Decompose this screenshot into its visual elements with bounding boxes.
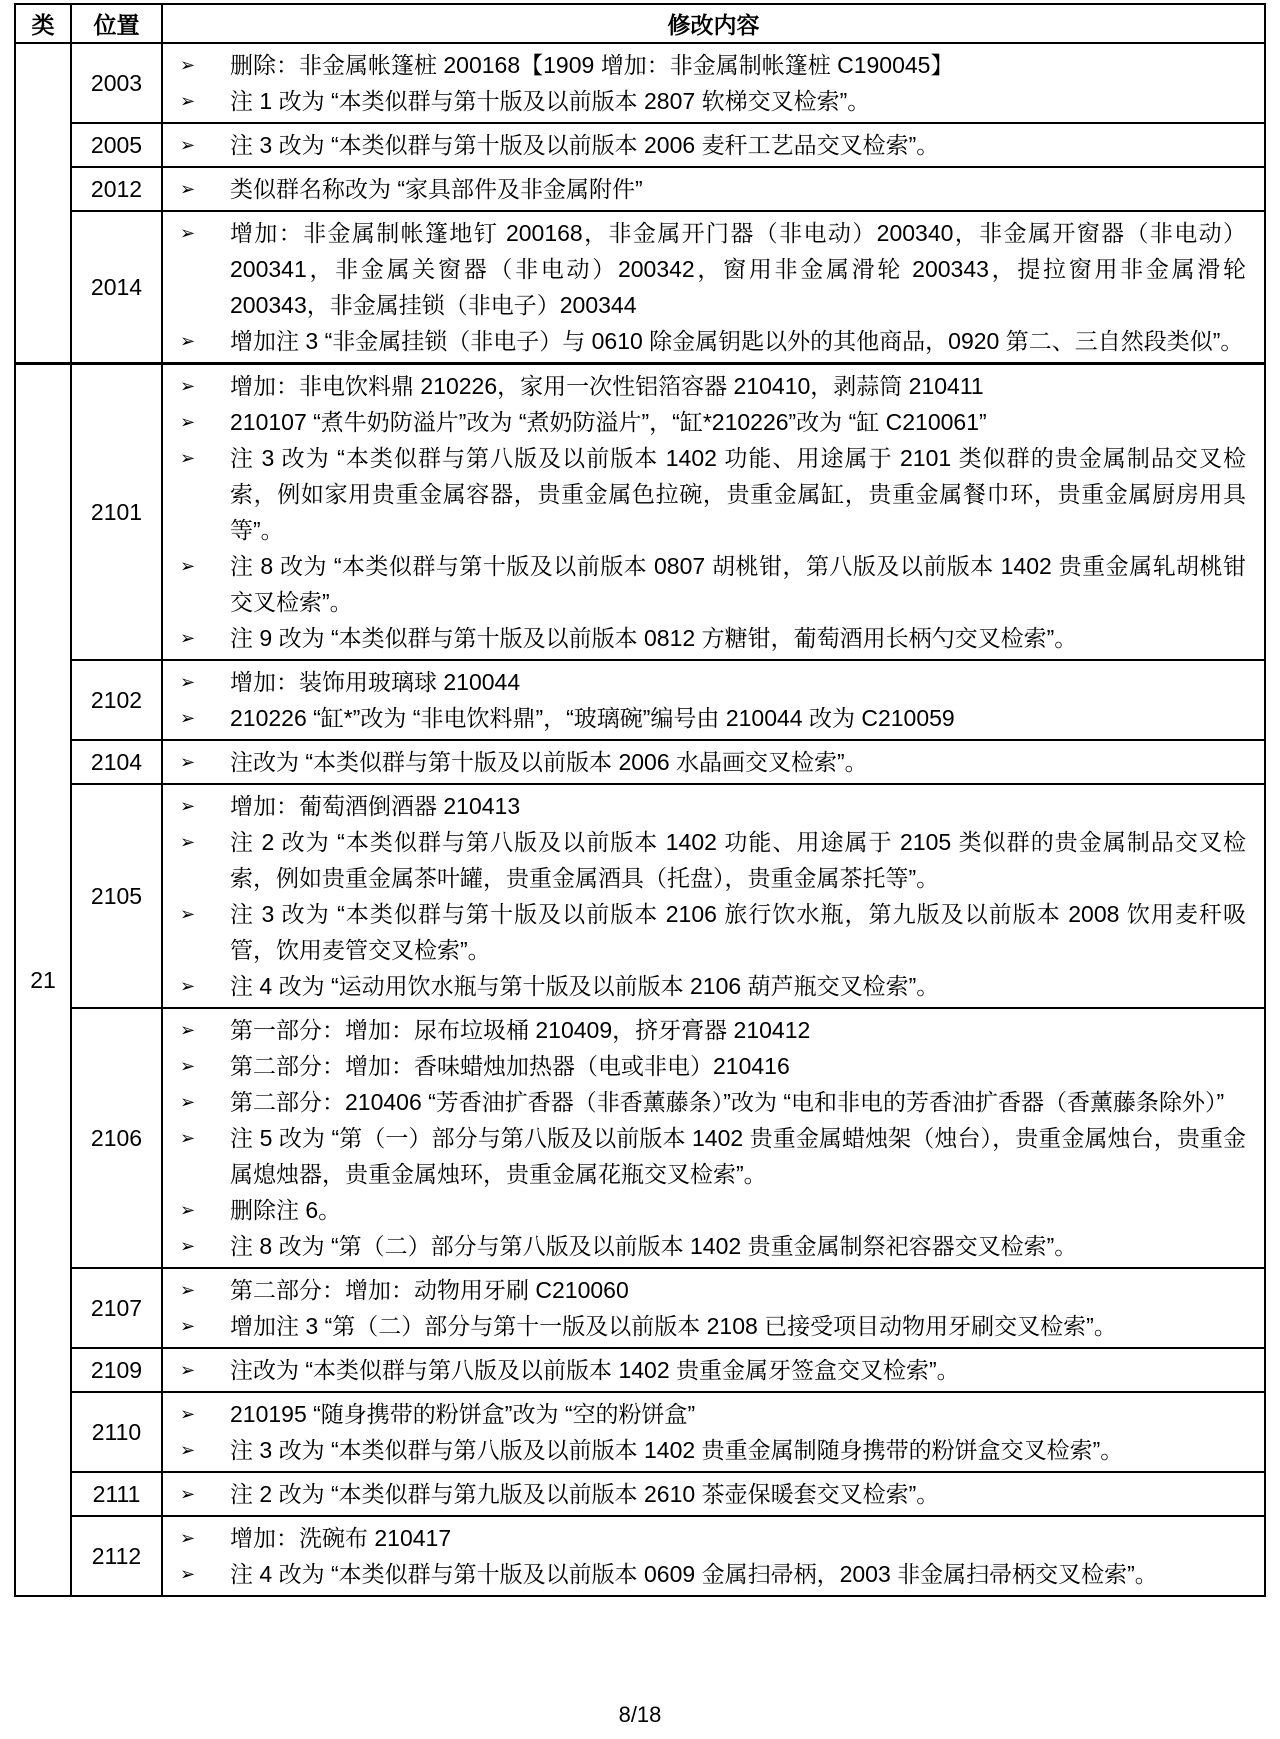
position-cell: 2107 [71, 1268, 162, 1348]
arrow-bullet-icon: ➢ [180, 135, 196, 155]
table-row [15, 1348, 1265, 1392]
table-row [15, 1268, 1265, 1348]
modification-item-text: 注 8 改为 “本类似群与第十版及以前版本 0807 胡桃钳，第八版及以前版本 1402 贵重金属轧胡桃钳交叉检索”。 [230, 553, 1246, 615]
position-cell: 2106 [71, 1008, 162, 1268]
arrow-bullet-icon: ➢ [180, 1316, 196, 1336]
table-body [15, 43, 1265, 1596]
arrow-bullet-icon: ➢ [180, 1564, 196, 1584]
table-row [15, 784, 1265, 1008]
modification-item-text: 类似群名称改为 “家具部件及非金属附件” [230, 176, 643, 202]
modification-item [163, 127, 1246, 163]
position-cell: 2109 [71, 1348, 162, 1392]
modification-item-text: 注 2 改为 “本类似群与第八版及以前版本 1402 功能、用途属于 2105 类似群的贵金属制品交叉检索，例如贵重金属茶叶罐，贵重金属酒具（托盘），贵重金属茶托等”。 [230, 829, 1246, 891]
modification-content-cell [162, 1268, 1265, 1348]
table-row [15, 43, 1265, 123]
modification-content-cell [162, 784, 1265, 1008]
modification-item-text: 增加：非金属制帐篷地钉 200168，非金属开门器（非电动）200340，非金属开窗器（非电动）200341，非金属关窗器（非电动）200342，窗用非金属滑轮 200343，提拉窗用非金属滑轮 200343，非金属挂锁（非电子）200344 [230, 220, 1246, 318]
modification-content-cell [162, 1392, 1265, 1472]
modification-content-cell [162, 1348, 1265, 1392]
modification-item [163, 440, 1246, 548]
modification-item-text: 注 3 改为 “本类似群与第八版及以前版本 1402 贵重金属制随身携带的粉饼盒交叉检索”。 [230, 1437, 1124, 1463]
modification-item-text: 注改为 “本类似群与第十版及以前版本 2006 水晶画交叉检索”。 [230, 749, 868, 775]
arrow-bullet-icon: ➢ [180, 1404, 196, 1424]
modification-item [163, 1520, 1246, 1556]
position-cell: 2102 [71, 660, 162, 740]
position-cell: 2112 [71, 1516, 162, 1596]
modification-item-text: 注 3 改为 “本类似群与第十版及以前版本 2006 麦秆工艺品交叉检索”。 [230, 132, 940, 158]
header-class-column: 类 [15, 4, 71, 43]
modification-item-text: 注 4 改为 “本类似群与第十版及以前版本 0609 金属扫帚柄，2003 非金属扫帚柄交叉检索”。 [230, 1561, 1158, 1587]
arrow-bullet-icon: ➢ [180, 331, 196, 351]
position-cell: 2104 [71, 740, 162, 784]
modification-item-text: 第二部分：210406 “芳香油扩香器（非香薰藤条）”改为 “电和非电的芳香油扩香器（香薰藤条除外）” [230, 1089, 1225, 1115]
modification-item-text: 210195 “随身携带的粉饼盒”改为 “空的粉饼盒” [230, 1401, 696, 1427]
arrow-bullet-icon: ➢ [180, 223, 196, 243]
revision-table-container [14, 3, 1266, 1597]
table-row [15, 660, 1265, 740]
arrow-bullet-icon: ➢ [180, 708, 196, 728]
arrow-bullet-icon: ➢ [180, 556, 196, 576]
arrow-bullet-icon: ➢ [180, 1020, 196, 1040]
arrow-bullet-icon: ➢ [180, 1200, 196, 1220]
class-number-cell: 21 [15, 364, 71, 1597]
modification-content-cell [162, 123, 1265, 167]
modification-item [163, 404, 1246, 440]
modification-item-text: 注改为 “本类似群与第八版及以前版本 1402 贵重金属牙签盒交叉检索”。 [230, 1357, 960, 1383]
arrow-bullet-icon: ➢ [180, 752, 196, 772]
modification-item [163, 1352, 1246, 1388]
modification-item-text: 注 3 改为 “本类似群与第十版及以前版本 2106 旅行饮水瓶，第九版及以前版本 2008 饮用麦秆吸管，饮用麦管交叉检索”。 [230, 901, 1246, 963]
modification-item-text: 注 4 改为 “运动用饮水瓶与第十版及以前版本 2106 葫芦瓶交叉检索”。 [230, 973, 940, 999]
arrow-bullet-icon: ➢ [180, 832, 196, 852]
arrow-bullet-icon: ➢ [180, 1360, 196, 1380]
modification-item-text: 增加：装饰用玻璃球 210044 [230, 669, 521, 695]
page-number: 8/18 [618, 1702, 662, 1727]
arrow-bullet-icon: ➢ [180, 796, 196, 816]
modification-item [163, 83, 1246, 119]
modification-item-text: 注 2 改为 “本类似群与第九版及以前版本 2610 茶壶保暖套交叉检索”。 [230, 1481, 940, 1507]
modification-content-cell [162, 1516, 1265, 1596]
table-row [15, 211, 1265, 364]
modification-content-cell [162, 167, 1265, 211]
position-cell: 2005 [71, 123, 162, 167]
arrow-bullet-icon: ➢ [180, 1484, 196, 1504]
arrow-bullet-icon: ➢ [180, 1280, 196, 1300]
position-cell: 2111 [71, 1472, 162, 1516]
modification-item-text: 注 1 改为 “本类似群与第十版及以前版本 2807 软梯交叉检索”。 [230, 88, 871, 114]
modification-item-text: 注 9 改为 “本类似群与第十版及以前版本 0812 方糖钳，葡萄酒用长柄勺交叉检索”。 [230, 625, 1078, 651]
arrow-bullet-icon: ➢ [180, 376, 196, 396]
position-cell: 2110 [71, 1392, 162, 1472]
table-row [15, 364, 1265, 661]
modification-item [163, 1228, 1246, 1264]
modification-item [163, 1120, 1246, 1192]
modification-item [163, 1308, 1246, 1344]
table-row [15, 1472, 1265, 1516]
modification-item [163, 1012, 1246, 1048]
modification-item-text: 210107 “煮牛奶防溢片”改为 “煮奶防溢片”，“缸*210226”改为 “缸 C210061” [230, 409, 987, 435]
arrow-bullet-icon: ➢ [180, 672, 196, 692]
modification-item [163, 1476, 1246, 1512]
position-cell: 2012 [71, 167, 162, 211]
modification-item [163, 548, 1246, 620]
modification-item [163, 171, 1246, 207]
modification-item-text: 第二部分：增加：动物用牙刷 C210060 [230, 1277, 629, 1303]
modification-item [163, 700, 1246, 736]
modification-item [163, 1192, 1246, 1228]
modification-item-text: 增加：非电饮料鼎 210226，家用一次性铝箔容器 210410，剥蒜筒 210411 [230, 373, 984, 399]
modification-item [163, 1272, 1246, 1308]
table-row [15, 1516, 1265, 1596]
header-position-column: 位置 [71, 4, 162, 43]
modification-item [163, 368, 1246, 404]
arrow-bullet-icon: ➢ [180, 1128, 196, 1148]
modification-item [163, 664, 1246, 700]
modification-item [163, 744, 1246, 780]
position-cell: 2014 [71, 211, 162, 364]
modification-content-cell [162, 660, 1265, 740]
modification-item-text: 注 5 改为 “第（一）部分与第八版及以前版本 1402 贵重金属蜡烛架（烛台），贵重金属烛台，贵重金属熄烛器，贵重金属烛环，贵重金属花瓶交叉检索”。 [230, 1125, 1246, 1187]
arrow-bullet-icon: ➢ [180, 1528, 196, 1548]
modification-item-text: 210226 “缸*”改为 “非电饮料鼎”，“玻璃碗”编号由 210044 改为 C210059 [230, 705, 955, 731]
arrow-bullet-icon: ➢ [180, 904, 196, 924]
modification-content-cell [162, 364, 1265, 661]
arrow-bullet-icon: ➢ [180, 628, 196, 648]
modification-content-cell [162, 1008, 1265, 1268]
modification-item [163, 896, 1246, 968]
modification-item-text: 增加：葡萄酒倒酒器 210413 [230, 793, 521, 819]
header-row [15, 4, 1265, 43]
arrow-bullet-icon: ➢ [180, 1440, 196, 1460]
table-row [15, 740, 1265, 784]
arrow-bullet-icon: ➢ [180, 976, 196, 996]
modification-item [163, 1084, 1246, 1120]
position-cell: 2101 [71, 364, 162, 661]
modification-item [163, 824, 1246, 896]
modification-item-text: 增加：洗碗布 210417 [230, 1525, 452, 1551]
arrow-bullet-icon: ➢ [180, 448, 196, 468]
modification-content-cell [162, 43, 1265, 123]
arrow-bullet-icon: ➢ [180, 412, 196, 432]
modification-item-text: 删除注 6。 [230, 1197, 342, 1223]
table-header [15, 4, 1265, 43]
header-content-column: 修改内容 [162, 4, 1265, 43]
revision-table [14, 3, 1266, 1597]
table-row [15, 1392, 1265, 1472]
modification-item [163, 1396, 1246, 1432]
table-row [15, 1008, 1265, 1268]
arrow-bullet-icon: ➢ [180, 55, 196, 75]
arrow-bullet-icon: ➢ [180, 1056, 196, 1076]
modification-item [163, 47, 1246, 83]
modification-item-text: 注 8 改为 “第（二）部分与第八版及以前版本 1402 贵重金属制祭祀容器交叉检索”。 [230, 1233, 1078, 1259]
modification-item [163, 323, 1246, 359]
modification-item-text: 删除：非金属帐篷桩 200168【1909 增加：非金属制帐篷桩 C190045】 [230, 52, 954, 78]
modification-item [163, 1556, 1246, 1592]
class-number-cell [15, 43, 71, 364]
modification-item [163, 788, 1246, 824]
position-cell: 2105 [71, 784, 162, 1008]
modification-item [163, 1432, 1246, 1468]
position-cell: 2003 [71, 43, 162, 123]
modification-item-text: 增加注 3 “第（二）部分与第十一版及以前版本 2108 已接受项目动物用牙刷交叉检索”。 [230, 1313, 1117, 1339]
modification-item [163, 968, 1246, 1004]
modification-item [163, 620, 1246, 656]
modification-content-cell [162, 211, 1265, 364]
modification-content-cell [162, 740, 1265, 784]
modification-item [163, 1048, 1246, 1084]
table-row [15, 123, 1265, 167]
modification-item-text: 第二部分：增加：香味蜡烛加热器（电或非电）210416 [230, 1053, 790, 1079]
arrow-bullet-icon: ➢ [180, 1092, 196, 1112]
arrow-bullet-icon: ➢ [180, 179, 196, 199]
arrow-bullet-icon: ➢ [180, 1236, 196, 1256]
table-row [15, 167, 1265, 211]
arrow-bullet-icon: ➢ [180, 91, 196, 111]
modification-item-text: 第一部分：增加：尿布垃圾桶 210409，挤牙膏器 210412 [230, 1017, 811, 1043]
modification-content-cell [162, 1472, 1265, 1516]
modification-item [163, 215, 1246, 323]
modification-item-text: 增加注 3 “非金属挂锁（非电子）与 0610 除金属钥匙以外的其他商品，0920 第二、三自然段类似”。 [230, 328, 1244, 354]
modification-item-text: 注 3 改为 “本类似群与第八版及以前版本 1402 功能、用途属于 2101 类似群的贵金属制品交叉检索，例如家用贵重金属容器，贵重金属色拉碗，贵重金属缸，贵重金属餐巾环，贵重金属厨房用具等”。 [230, 445, 1246, 543]
